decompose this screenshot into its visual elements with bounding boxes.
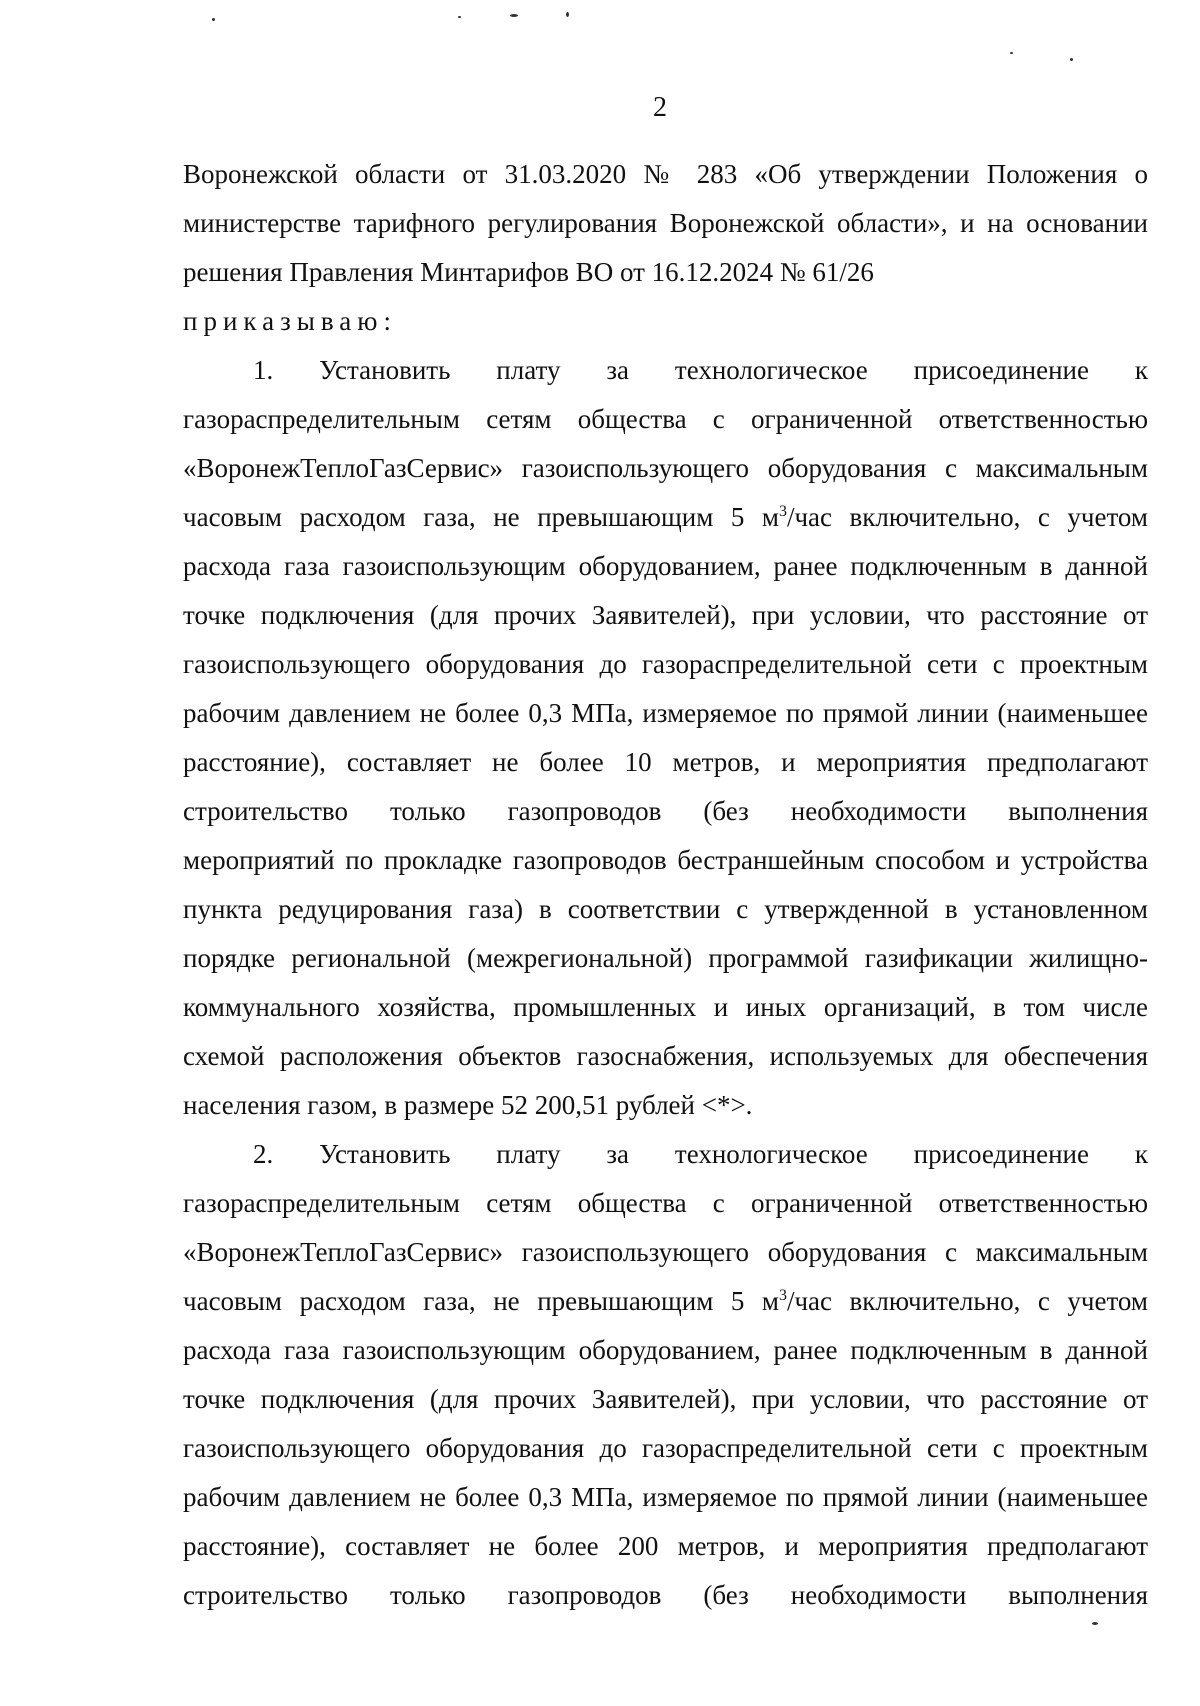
scan-speck	[1010, 52, 1013, 54]
item-1-line: населения газом, в размере 52 200,51 рублей <*>.	[183, 1090, 753, 1120]
item-1-line: точке подключения (для прочих Заявителей), при условии, что расстояние от	[183, 600, 1148, 630]
item-1-line: «ВоронежТеплоГазСервис» газоиспользующего оборудования с максимальным	[183, 453, 1148, 483]
item-2-line: газораспределительным сетям общества с ограниченной ответственностью	[183, 1188, 1148, 1218]
item-1-line: коммунального хозяйства, промышленных и иных организаций, в том числе	[183, 992, 1148, 1022]
document-body	[183, 150, 1148, 1620]
scan-speck	[566, 12, 569, 17]
superscript-3: 3	[778, 1287, 787, 1304]
intro-line: решения Правления Минтарифов ВО от 16.12.2024 № 61/26	[183, 257, 874, 287]
order-word: приказываю:	[183, 306, 397, 336]
item-1-line-with-unit	[183, 493, 1148, 542]
item-1-line-tail: /час включительно, с учетом	[786, 502, 1148, 532]
scan-speck	[1070, 58, 1073, 61]
item-2-line: расстояние), составляет не более 200 метров, и мероприятия предполагают	[183, 1531, 1148, 1561]
item-1-line: газоиспользующего оборудования до газораспределительной сети с проектным	[183, 649, 1148, 679]
item-2-line: газоиспользующего оборудования до газораспределительной сети с проектным	[183, 1433, 1148, 1463]
item-2-line: «ВоронежТеплоГазСервис» газоиспользующего оборудования с максимальным	[183, 1237, 1148, 1267]
item-1-line-head: часовым расходом газа, не превышающим 5 м	[183, 502, 779, 532]
item-1-line: порядке региональной (межрегиональной) программой газификации жилищно-	[183, 943, 1148, 973]
scan-speck	[1092, 1622, 1098, 1625]
item-2-line: рабочим давлением не более 0,3 МПа, измеряемое по прямой линии (наименьшее	[183, 1482, 1148, 1512]
item-1-line: мероприятий по прокладке газопроводов бестраншейным способом и устройства	[183, 845, 1148, 875]
item-2-line: расхода газа газоиспользующим оборудованием, ранее подключенным в данной	[183, 1335, 1148, 1365]
item-1-line: схемой расположения объектов газоснабжения, используемых для обеспечения	[183, 1041, 1148, 1071]
intro-line: министерстве тарифного регулирования Воронежской области», и на основании	[183, 208, 1148, 238]
item-2-line-head: часовым расходом газа, не превышающим 5 м	[183, 1286, 779, 1316]
page-number: 2	[653, 92, 667, 123]
item-2-line-tail: /час включительно, с учетом	[786, 1286, 1148, 1316]
item-1-line: строительство только газопроводов (без необходимости выполнения	[183, 796, 1148, 826]
scan-speck	[510, 14, 518, 17]
item-2-line-with-unit	[183, 1277, 1148, 1326]
superscript-3: 3	[778, 503, 787, 520]
item-1-line: расхода газа газоиспользующим оборудованием, ранее подключенным в данной	[183, 551, 1148, 581]
item-1-line: рабочим давлением не более 0,3 МПа, измеряемое по прямой линии (наименьшее	[183, 698, 1148, 728]
intro-line: Воронежской области от 31.03.2020 № 283 «Об утверждении Положения о	[183, 159, 1148, 189]
scan-speck	[458, 16, 461, 18]
item-1-line: 1. Установить плату за технологическое присоединение к	[253, 355, 1148, 385]
item-1-line: расстояние), составляет не более 10 метров, и мероприятия предполагают	[183, 747, 1148, 777]
item-2-line: точке подключения (для прочих Заявителей), при условии, что расстояние от	[183, 1384, 1148, 1414]
item-2-line: 2. Установить плату за технологическое присоединение к	[253, 1139, 1148, 1169]
item-1-line: газораспределительным сетям общества с ограниченной ответственностью	[183, 404, 1148, 434]
item-2-line: строительство только газопроводов (без необходимости выполнения	[183, 1580, 1148, 1610]
item-1-line: пункта редуцирования газа) в соответствии с утвержденной в установленном	[183, 894, 1148, 924]
scan-speck	[212, 18, 215, 21]
